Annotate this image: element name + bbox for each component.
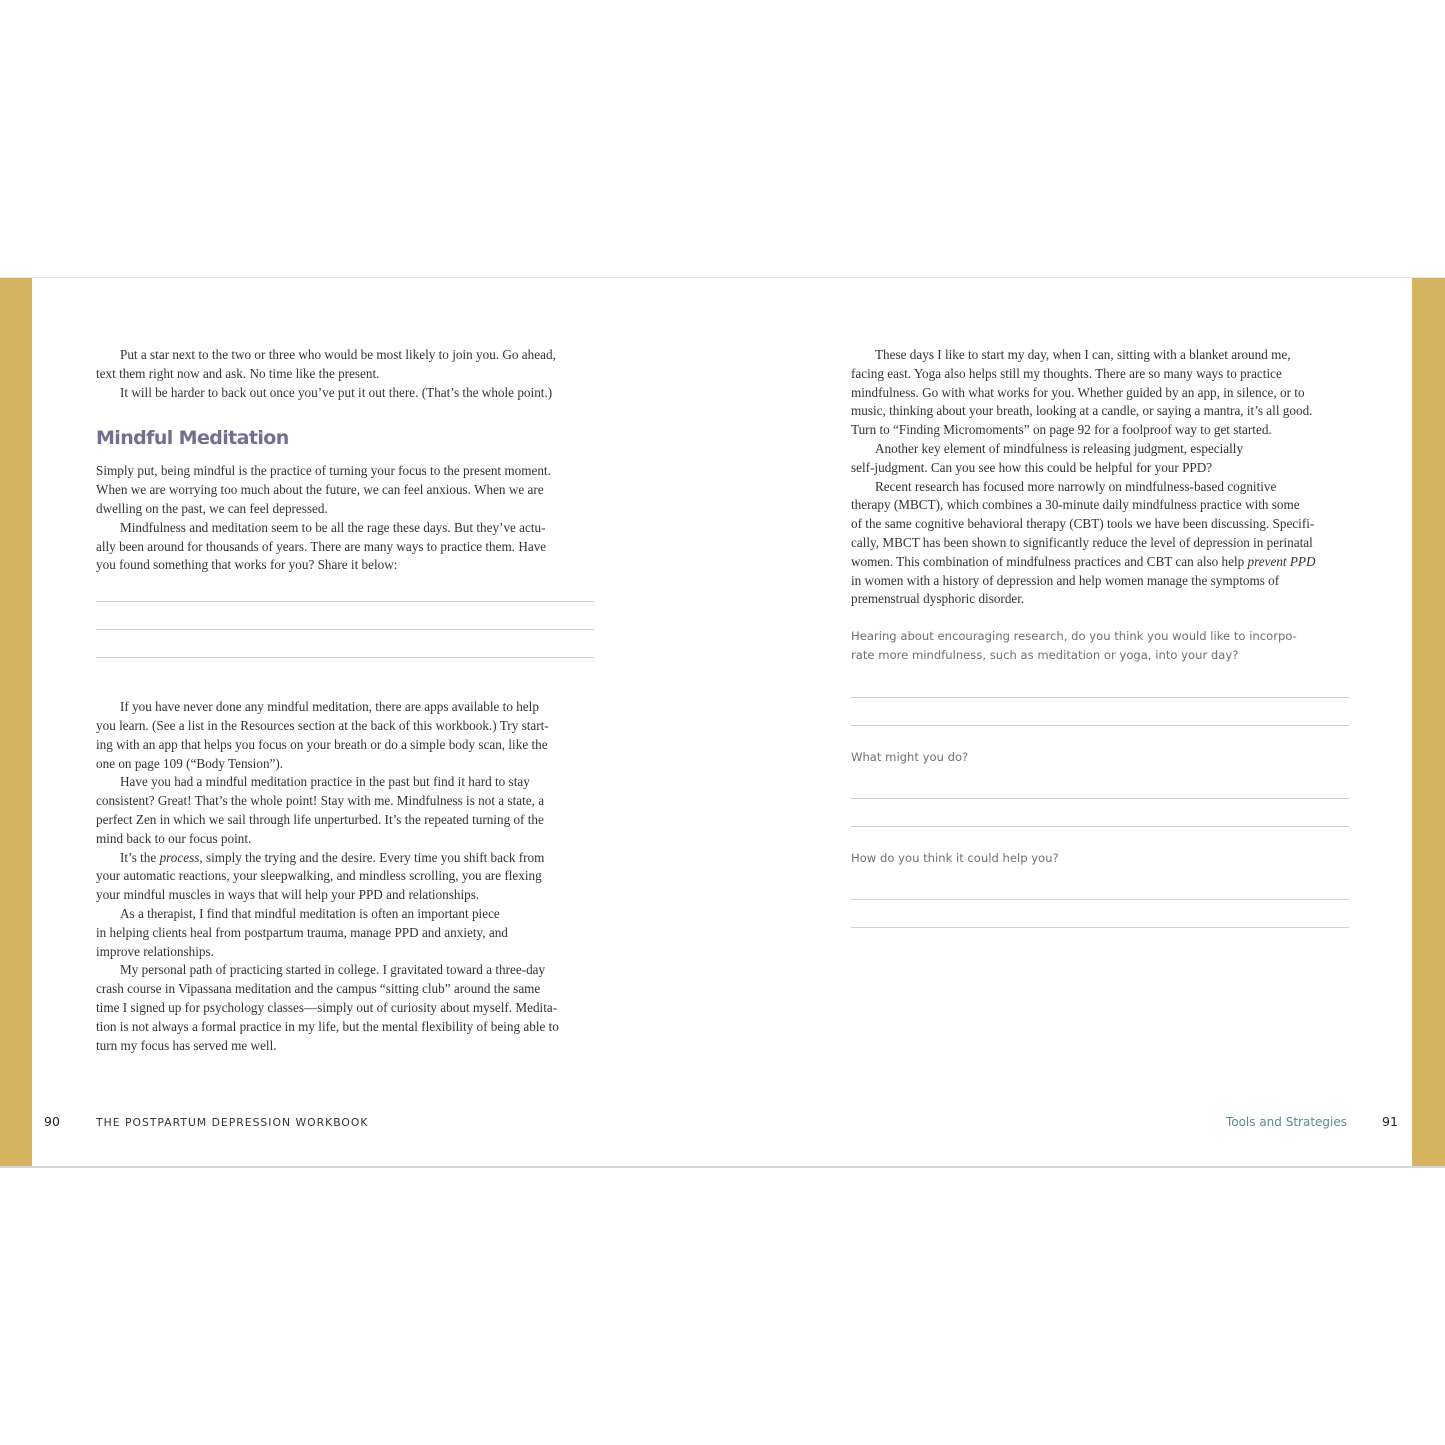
emphasis: process <box>159 849 200 865</box>
write-in-line[interactable] <box>851 798 1349 799</box>
write-in-line[interactable] <box>851 899 1349 900</box>
paragraph: Simply put, being mindful is the practice of turning your focus to the present moment. When we are worrying too much about the future, we can feel anxious. When we are dwelling on the past, we can feel depressed. <box>96 463 551 516</box>
write-in-line[interactable] <box>96 601 594 602</box>
paragraph: My personal path of practicing started in college. I gravitated toward a three-day crash course in Vipassana meditation and the campus “sitting club” around the same time I signed up for psychology classes—simply out of curiosity about myself. Medita- tion is not always a formal practice in my life, but the mental flexibility of being able to turn my focus has served me well. <box>96 962 559 1053</box>
write-in-line[interactable] <box>96 629 594 630</box>
text-run: Recent research has focused more narrowly on mindfulness-based cognitive therapy (MBCT), which combines a 30-minute daily mindfulness practice with some of the same cognitive behavioral therapy (CBT) tools we have been discussing. Specifi- cally, MBCT has been shown to significantly reduce the level of depression in perinatal women. This combination of mindfulness practices and CBT can also help <box>851 478 1315 569</box>
write-in-line[interactable] <box>851 826 1349 827</box>
paragraph <box>851 478 1349 610</box>
write-in-line[interactable] <box>96 657 594 658</box>
write-in-lines <box>851 798 1349 827</box>
left-page-edge <box>0 278 32 1166</box>
paragraph: It will be harder to back out once you’ve put it out there. (That’s the whole point.) <box>120 384 553 400</box>
question-prompt: Hearing about encouraging research, do you think you would like to incorpo- rate more mindfulness, such as meditation or yoga, into your day? <box>851 629 1297 663</box>
paragraph: Put a star next to the two or three who would be most likely to join you. Go ahead, text them right now and ask. No time like the present. <box>96 347 556 381</box>
question-prompt: What might you do? <box>851 750 969 765</box>
text-run: It’s the <box>120 849 160 865</box>
paragraph: Another key element of mindfulness is releasing judgment, especially self-judgment. Can you see how this could be helpful for your PPD? <box>851 440 1244 475</box>
text-run: in women with a history of depression and help women manage the symptoms of premenstrual dysphoric disorder. <box>851 572 1280 607</box>
book-spread <box>0 277 1445 1168</box>
paragraph: If you have never done any mindful meditation, there are apps available to help you learn. (See a list in the Resources section at the back of this workbook.) Try start- ing with an app that helps you focus on your breath or do a simple body scan, like the one on page 109 (“Body Tension”). <box>96 699 549 771</box>
paragraph: Mindfulness and meditation seem to be all the rage these days. But they’ve actu- ally been around for thousands of years. There are many ways to practice them. Have you found something that works for you? Share it below: <box>96 519 547 573</box>
page-number-left: 90 <box>44 1114 60 1129</box>
write-in-line[interactable] <box>851 927 1349 928</box>
running-head-right: Tools and Strategies <box>1225 1115 1347 1129</box>
emphasis: prevent PPD <box>1247 553 1316 569</box>
write-in-lines <box>96 601 594 658</box>
paragraph: Have you had a mindful meditation practice in the past but find it hard to stay consistent? Great! That’s the whole point! Stay with me. Mindfulness is not a state, a perfect Zen in which we sail through life unperturbed. It’s the repeated turning of the mind back to our focus point. <box>96 774 545 846</box>
write-in-lines <box>851 899 1349 928</box>
text-run: , simply the trying and the desire. Every time you shift back from your automatic reactions, your sleepwalking, and mindless scrolling, you are flexing your mindful muscles in ways that will help your PPD and relationships. <box>96 849 545 903</box>
section-heading: Mindful Meditation <box>96 427 289 450</box>
question-prompt: How do you think it could help you? <box>851 851 1059 866</box>
right-page-edge <box>1412 278 1445 1166</box>
write-in-line[interactable] <box>851 725 1349 726</box>
left-page-text <box>96 346 594 1055</box>
right-page-text <box>851 346 1349 928</box>
paragraph: As a therapist, I find that mindful meditation is often an important piece in helping clients heal from postpartum trauma, manage PPD and anxiety, and improve relationships. <box>96 905 508 959</box>
write-in-lines <box>851 697 1349 726</box>
page-number-right: 91 <box>1382 1114 1398 1129</box>
running-head-left: THE POSTPARTUM DEPRESSION WORKBOOK <box>96 1116 369 1129</box>
paragraph: These days I like to start my day, when I can, sitting with a blanket around me, facing east. Yoga also helps still my thoughts. There are so many ways to practice mindfulness. Go with what works for you. Whether guided by an app, in silence, or to music, thinking about your breath, looking at a candle, or saying a mantra, it’s all good. Turn to “Finding Micromoments” on page 92 for a foolproof way to get started. <box>851 347 1313 438</box>
write-in-line[interactable] <box>851 697 1349 698</box>
paragraph <box>96 849 594 905</box>
